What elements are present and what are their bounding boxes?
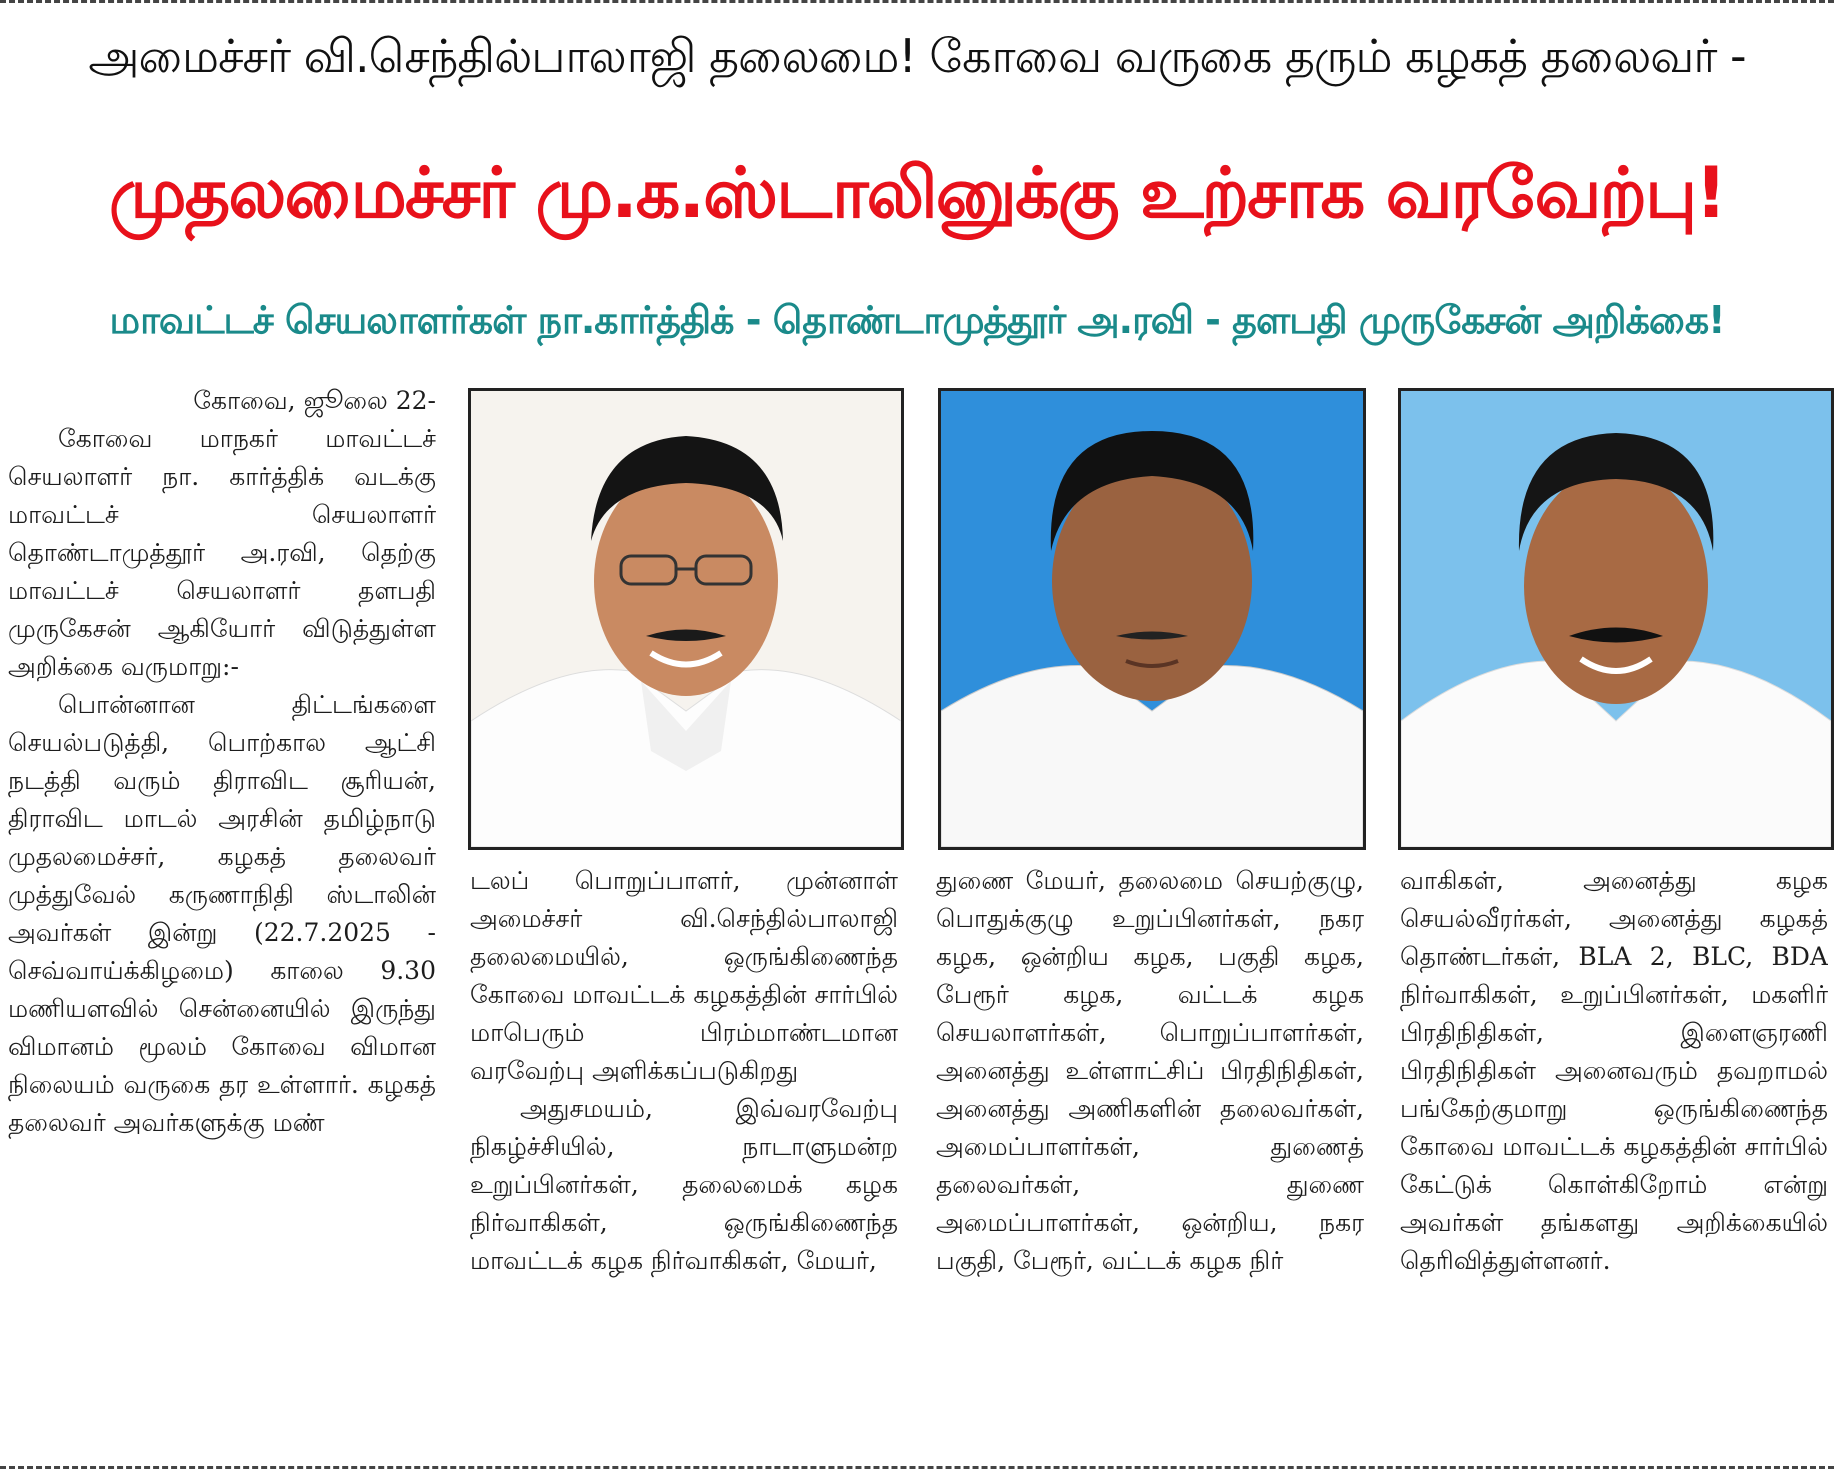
kicker-line: அமைச்சர் வி.செந்தில்பாலாஜி தலைமை! கோவை வருகை தரும் கழகத் தலைவர் - [88,29,1746,83]
portrait-photo-murugesan [1398,388,1834,850]
paragraph: பொன்னான திட்டங்களை செயல்படுத்தி, பொற்கால ஆட்சி நடத்தி வரும் திராவிட சூரியன், திராவிட மாடல் அரசின் தமிழ்நாடு முதலமைச்சர், கழகத் தலைவர் முத்துவேல் கருணாநிதி ஸ்டாலின் அவர்கள் இன்று (22.7.2025 - செவ்வாய்க்கிழமை) காலை 9.30 மணியளவில் சென்னையில் இருந்து விமானம் மூலம் கோவை விமான நிலையம் வருகை தர உள்ளார். கழகத் தலைவர் அவர்களுக்கு மண் [8,690,436,1137]
portrait-photo-karthik [468,388,904,850]
subheadline: மாவட்டச் செயலாளர்கள் நா.கார்த்திக் - தொண்டாமுத்தூர் அ.ரவி - தளபதி முருகேசன் அறிக்கை! [109,298,1725,342]
paragraph: வாகிகள், அனைத்து கழக செயல்வீரர்கள், அனைத்து கழகத் தொண்டர்கள், BLA 2, BLC, BDA நிர்வாகிகள், உறுப்பினர்கள், மகளிர் பிரதிநிதிகள், இளைஞரணி பிரதிநிதிகள் அனைவரும் தவறாமல் பங்கேற்குமாறு ஒருங்கிணைந்த கோவை மாவட்டக் கழகத்தின் சார்பில் கேட்டுக் கொள்கிறோம் என்று அவர்கள் தங்களது அறிக்கையில் தெரிவித்துள்ளனர். [1400,866,1828,1275]
top-divider [0,0,1834,3]
paragraph: டலப் பொறுப்பாளர், முன்னாள் அமைச்சர் வி.செந்தில்பாலாஜி தலைமையில், ஒருங்கிணைந்த கோவை மாவட்டக் கழகத்தின் சார்பில் மாபெரும் பிரம்மாண்டமான வரவேற்பு அளிக்கப்படுகிறது [470,866,898,1085]
headline: முதலமைச்சர் மு.க.ஸ்டாலினுக்கு உற்சாக வரவேற்பு! [108,152,1726,234]
paragraph: துணை மேயர், தலைமை செயற்குழு, பொதுக்குழு உறுப்பினர்கள், நகர கழக, ஒன்றிய கழக, பகுதி கழக, பேரூர் கழக, வட்டக் கழக செயலாளர்கள், பொறுப்பாளர்கள், அனைத்து உள்ளாட்சிப் பிரதிநிதிகள், அனைத்து அணிகளின் தலைவர்கள், அமைப்பாளர்கள், துணைத் தலைவர்கள், துணை அமைப்பாளர்கள், ஒன்றிய, நகர பகுதி, பேரூர், வட்டக் கழக நிர் [936,866,1364,1275]
paragraph: கோவை மாநகர் மாவட்டச் செயலாளர் நா. கார்த்திக் வடக்கு மாவட்டச் செயலாளர் தொண்டாமுத்தூர் அ.ரவி, தெற்கு மாவட்டச் செயலாளர் தளபதி முருகேசன் ஆகியோர் விடுத்துள்ள அறிக்கை வருமாறு:- [8,424,436,681]
portrait-photo-ravi [938,388,1366,850]
paragraph: அதுசமயம், இவ்வரவேற்பு நிகழ்ச்சியில், நாடாளுமன்ற உறுப்பினர்கள், தலைமைக் கழக நிர்வாகிகள், ஒருங்கிணைந்த மாவட்டக் கழக நிர்வாகிகள், மேயர், [470,1094,898,1275]
article-column-1 [8,382,436,1452]
article-column-2 [470,862,898,1452]
article-column-3 [936,862,1364,1452]
dateline: கோவை, ஜூலை 22- [193,386,436,415]
article-column-4 [1400,862,1828,1452]
bottom-divider [0,1466,1834,1469]
